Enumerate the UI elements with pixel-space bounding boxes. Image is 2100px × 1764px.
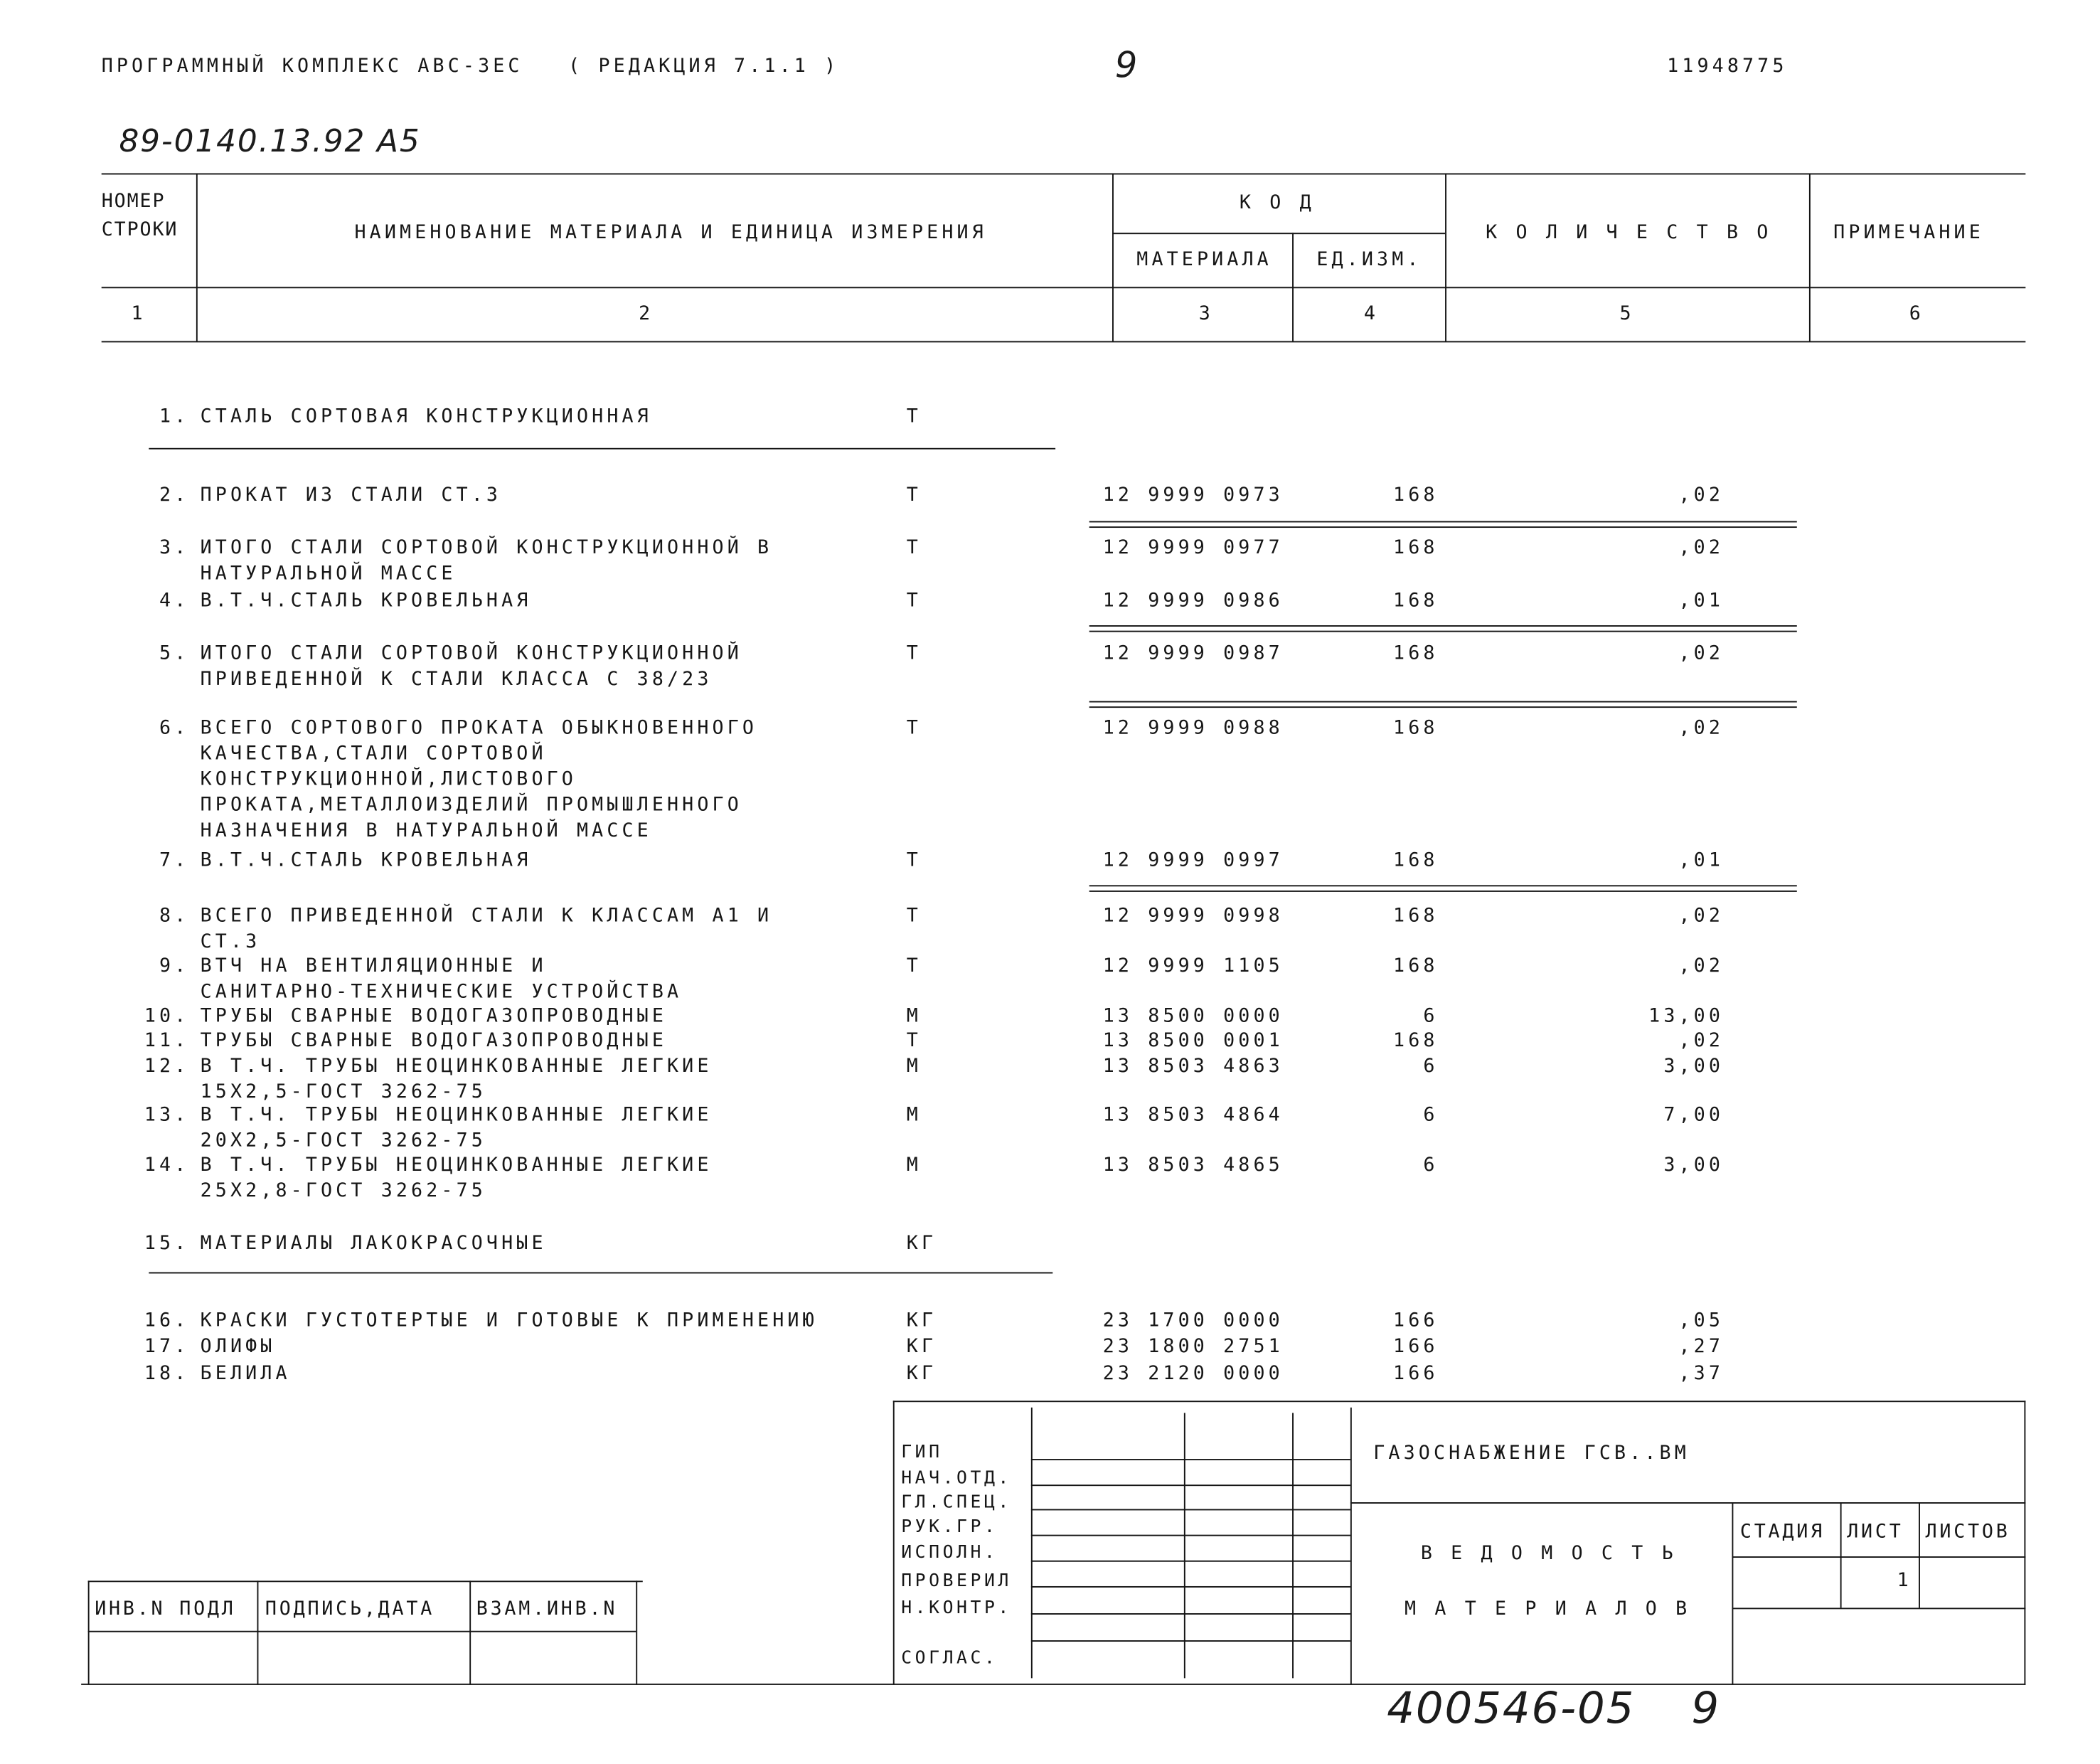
document-title-line-1: В Е Д О М О С Т Ь: [1420, 1543, 1677, 1565]
material-name-line: ТРУБЫ СВАРНЫЕ ВОДОГАЗОПРОВОДНЫЕ: [200, 1029, 668, 1052]
column-numbers-bottom-border: [102, 341, 2026, 342]
sheet-number: 1: [1897, 1570, 1912, 1592]
stage-box-divider: [1840, 1502, 1842, 1608]
signature-grid-line: [1031, 1459, 1350, 1460]
title-block-left-border: [893, 1401, 895, 1685]
material-name-line: КРАСКИ ГУСТОТЕРТЫЕ И ГОТОВЫЕ К ПРИМЕНЕНИЮ: [200, 1309, 818, 1332]
material-name-line: ТРУБЫ СВАРНЫЕ ВОДОГАЗОПРОВОДНЫЕ: [200, 1005, 668, 1028]
stamp-top-border: [88, 1580, 643, 1582]
unit-code: 166: [1393, 1363, 1439, 1385]
role-label-norm-control: Н.КОНТР.: [901, 1598, 1012, 1619]
unit: Т: [906, 590, 922, 612]
document-number: 11948775: [1667, 55, 1788, 78]
quantity: ,02: [1678, 905, 1725, 928]
stage-header: СТАДИЯ: [1739, 1521, 1825, 1544]
quantity: ,02: [1678, 537, 1725, 559]
table-row: [0, 590, 2100, 617]
stamp-inv-original: ИНВ.N ПОДЛ: [95, 1598, 236, 1620]
unit: Т: [906, 717, 922, 739]
total-double-line: [1089, 706, 1797, 708]
quantity: ,27: [1678, 1335, 1725, 1358]
material-name-line: ВТЧ НА ВЕНТИЛЯЦИОННЫЕ И: [200, 955, 547, 977]
material-name-line: В.Т.Ч.СТАЛЬ КРОВЕЛЬНАЯ: [200, 849, 532, 872]
program-edition: ( РЕДАКЦИЯ 7.1.1 ): [568, 55, 840, 78]
header-row-number-2: СТРОКИ: [101, 219, 178, 241]
unit-code: 168: [1393, 484, 1439, 506]
quantity: ,05: [1678, 1309, 1725, 1332]
unit-code: 168: [1393, 590, 1439, 612]
unit: М: [906, 1005, 922, 1028]
material-code: 12 9999 0973: [1102, 484, 1284, 506]
row-number: 1.: [159, 405, 190, 428]
header-unit-code: ЕД.ИЗМ.: [1316, 249, 1422, 271]
unit: Т: [906, 642, 922, 665]
material-name-line: 25Х2,8-ГОСТ 3262-75: [200, 1180, 486, 1202]
unit: Т: [906, 537, 922, 559]
row-number: 3.: [159, 537, 190, 559]
unit: КГ: [906, 1233, 937, 1255]
material-name-line: КОНСТРУКЦИОННОЙ,ЛИСТОВОГО: [200, 768, 577, 791]
role-label-gip: ГИП: [901, 1442, 943, 1463]
role-label-chief-specialist: ГЛ.СПЕЦ.: [901, 1492, 1012, 1514]
unit-code: 168: [1393, 642, 1439, 665]
title-block-right-border: [2024, 1401, 2025, 1685]
unit-code: 168: [1393, 717, 1439, 739]
material-name-line: В Т.Ч. ТРУБЫ НЕОЦИНКОВАННЫЕ ЛЕГКИЕ: [200, 1056, 713, 1078]
row-number: 18.: [144, 1363, 190, 1385]
table-row: [0, 1233, 2100, 1260]
unit-code: 168: [1393, 849, 1439, 872]
row-number: 5.: [159, 642, 190, 665]
row-number: 10.: [144, 1005, 190, 1028]
section-underline: [149, 1272, 1052, 1274]
unit-code: 168: [1393, 537, 1439, 559]
stamp-row-divider: [88, 1631, 636, 1632]
signature-grid-line: [1031, 1561, 1350, 1562]
column-number: 6: [1909, 303, 1924, 325]
row-number: 17.: [144, 1335, 190, 1358]
unit: КГ: [906, 1363, 937, 1385]
material-code: 23 2120 0000: [1102, 1363, 1284, 1385]
program-name: ПРОГРАММНЫЙ КОМПЛЕКС АВС-3ЕС: [101, 55, 523, 78]
material-name-line: МАТЕРИАЛЫ ЛАКОКРАСОЧНЫЕ: [200, 1233, 547, 1255]
material-name-line: БЕЛИЛА: [200, 1363, 291, 1385]
stage-box-divider: [1919, 1502, 1920, 1608]
column-number: 4: [1363, 303, 1380, 325]
quantity: 7,00: [1663, 1104, 1725, 1127]
row-number: 11.: [144, 1029, 190, 1052]
table-row: [0, 1104, 2100, 1152]
header-code: К О Д: [1239, 192, 1315, 214]
material-name-line: ПРИВЕДЕННОЙ К СТАЛИ КЛАССА С 38/23: [200, 668, 713, 691]
signature-grid-divider: [1184, 1413, 1185, 1678]
stamp-divider: [469, 1580, 471, 1685]
sheets-header: ЛИСТОВ: [1925, 1521, 2010, 1544]
handwritten-archive-page: 9: [1691, 1682, 1721, 1734]
signature-grid-line: [1031, 1484, 1350, 1486]
total-double-line: [1089, 891, 1797, 892]
quantity: ,02: [1678, 717, 1725, 739]
header-row-number-1: НОМЕР: [101, 191, 166, 213]
stage-box-line: [1732, 1608, 2025, 1609]
unit-code: 168: [1393, 905, 1439, 928]
table-row: [0, 1310, 2100, 1337]
material-code: 12 9999 0998: [1102, 905, 1284, 928]
material-code: 23 1800 2751: [1102, 1335, 1284, 1358]
stamp-signature-date: ПОДПИСЬ,ДАТА: [265, 1598, 435, 1620]
unit: Т: [906, 484, 922, 506]
role-label-group-lead: РУК.ГР.: [901, 1516, 998, 1538]
code-subheader-divider: [1112, 233, 1445, 234]
total-double-line: [1089, 885, 1797, 886]
material-name-line: КАЧЕСТВА,СТАЛИ СОРТОВОЙ: [200, 743, 547, 765]
material-name-line: СТАЛЬ СОРТОВАЯ КОНСТРУКЦИОННАЯ: [200, 405, 652, 428]
material-name-line: ПРОКАТ ИЗ СТАЛИ СТ.3: [200, 484, 502, 506]
sheet-header: ЛИСТ: [1847, 1521, 1904, 1544]
col-divider-4: [1445, 174, 1446, 341]
handwritten-archive-number: 400546-05: [1387, 1682, 1636, 1734]
material-name-line: НАТУРАЛЬНОЙ МАССЕ: [200, 563, 457, 585]
role-label-dept-head: НАЧ.ОТД.: [901, 1468, 1012, 1489]
material-code: 13 8503 4863: [1102, 1056, 1284, 1078]
table-row: [0, 1154, 2100, 1202]
unit-code: 6: [1423, 1005, 1439, 1028]
material-name-line: НАЗНАЧЕНИЯ В НАТУРАЛЬНОЙ МАССЕ: [200, 820, 652, 842]
stamp-replacement-inv: ВЗАМ.ИНВ.N: [476, 1598, 618, 1620]
handwritten-page-number: 9: [1114, 46, 1139, 87]
stage-box-left-border: [1732, 1502, 1733, 1685]
header-name: НАИМЕНОВАНИЕ МАТЕРИАЛА И ЕДИНИЦА ИЗМЕРЕНИЯ: [354, 222, 987, 244]
unit-code: 168: [1393, 955, 1439, 977]
total-double-line: [1089, 526, 1797, 528]
quantity: ,02: [1678, 484, 1725, 506]
unit: Т: [906, 1029, 922, 1052]
quantity: ,37: [1678, 1363, 1725, 1385]
material-name-line: ИТОГО СТАЛИ СОРТОВОЙ КОНСТРУКЦИОННОЙ В: [200, 537, 773, 559]
row-number: 13.: [144, 1104, 190, 1127]
table-row: [0, 717, 2100, 842]
table-row: [0, 1363, 2100, 1390]
material-code: 12 9999 0997: [1102, 849, 1284, 872]
project-name: ГАЗОСНАБЖЕНИЕ ГСВ..ВМ: [1373, 1442, 1690, 1465]
material-code: 13 8503 4864: [1102, 1104, 1284, 1127]
material-name-line: СТ.3: [200, 931, 261, 953]
signature-grid-line: [1031, 1586, 1350, 1588]
table-row: [0, 850, 2100, 877]
row-number: 6.: [159, 717, 190, 739]
row-number: 4.: [159, 590, 190, 612]
signature-grid-line: [1031, 1535, 1350, 1536]
col-divider-3: [1292, 233, 1294, 341]
material-code: 13 8500 0001: [1102, 1029, 1284, 1052]
material-name-line: 15Х2,5-ГОСТ 3262-75: [200, 1081, 486, 1103]
signature-grid-line: [1031, 1613, 1350, 1615]
role-label-executor: ИСПОЛН.: [901, 1543, 998, 1563]
quantity: ,02: [1678, 1029, 1725, 1052]
material-code: 12 9999 0987: [1102, 642, 1284, 665]
unit: М: [906, 1056, 922, 1078]
table-row: [0, 484, 2100, 511]
unit: КГ: [906, 1335, 937, 1358]
unit-code: 6: [1423, 1154, 1439, 1176]
table-row: [0, 1056, 2100, 1103]
stamp-divider: [636, 1580, 637, 1685]
stage-box-line: [1732, 1556, 2025, 1558]
table-row: [0, 905, 2100, 953]
material-code: 12 9999 1105: [1102, 955, 1284, 977]
unit: КГ: [906, 1309, 937, 1332]
unit-code: 6: [1423, 1056, 1439, 1078]
table-row: [0, 955, 2100, 1003]
signature-grid-divider: [1350, 1408, 1352, 1685]
material-name-line: В Т.Ч. ТРУБЫ НЕОЦИНКОВАННЫЕ ЛЕГКИЕ: [200, 1154, 713, 1176]
total-double-line: [1089, 521, 1797, 523]
unit: Т: [906, 405, 922, 428]
role-label-agreed: СОГЛАС.: [901, 1648, 998, 1669]
signature-grid-line: [1031, 1509, 1350, 1511]
row-number: 2.: [159, 484, 190, 506]
material-code: 13 8503 4865: [1102, 1154, 1284, 1176]
quantity: ,01: [1678, 849, 1725, 872]
col-divider-2: [1112, 174, 1114, 341]
role-label-checked: ПРОВЕРИЛ: [901, 1571, 1012, 1592]
material-name-line: ВСЕГО СОРТОВОГО ПРОКАТА ОБЫКНОВЕННОГО: [200, 717, 758, 739]
table-row: [0, 1336, 2100, 1363]
table-row: [0, 1030, 2100, 1057]
document-title-line-2: М А Т Е Р И А Л О В: [1405, 1598, 1691, 1620]
material-code: 23 1700 0000: [1102, 1309, 1284, 1332]
column-number: 5: [1619, 303, 1635, 325]
section-underline: [149, 448, 1055, 450]
material-name-line: ВСЕГО ПРИВЕДЕННОЙ СТАЛИ К КЛАССАМ А1 И: [200, 905, 773, 928]
unit: Т: [906, 955, 922, 977]
quantity: ,02: [1678, 955, 1725, 977]
quantity: ,01: [1678, 590, 1725, 612]
row-number: 7.: [159, 849, 190, 872]
column-number: 3: [1198, 303, 1214, 325]
unit-code: 6: [1423, 1104, 1439, 1127]
material-code: 12 9999 0986: [1102, 590, 1284, 612]
row-number: 8.: [159, 905, 190, 928]
material-name-line: В Т.Ч. ТРУБЫ НЕОЦИНКОВАННЫЕ ЛЕГКИЕ: [200, 1104, 713, 1127]
quantity: ,02: [1678, 642, 1725, 665]
quantity: 3,00: [1663, 1154, 1725, 1176]
signature-grid-line: [1031, 1640, 1350, 1642]
signature-grid-divider: [1292, 1413, 1294, 1678]
material-name-line: ОЛИФЫ: [200, 1335, 276, 1358]
unit-code: 166: [1393, 1335, 1439, 1358]
title-block-top-border: [893, 1401, 2026, 1402]
signature-grid-divider: [1031, 1408, 1033, 1679]
header-material-code: МАТЕРИАЛА: [1136, 249, 1272, 271]
table-row: [0, 406, 2100, 433]
header-note: ПРИМЕЧАНИЕ: [1833, 222, 1984, 244]
unit-code: 168: [1393, 1029, 1439, 1052]
title-divider: [1350, 1502, 2025, 1504]
material-code: 12 9999 0988: [1102, 717, 1284, 739]
unit: М: [906, 1104, 922, 1127]
row-number: 15.: [144, 1233, 190, 1255]
header-quantity: К О Л И Ч Е С Т В О: [1486, 222, 1772, 244]
column-number: 1: [131, 303, 146, 325]
row-number: 9.: [159, 955, 190, 977]
unit-code: 166: [1393, 1309, 1439, 1332]
row-number: 16.: [144, 1309, 190, 1332]
total-double-line: [1089, 625, 1797, 627]
quantity: 13,00: [1648, 1005, 1725, 1028]
unit: М: [906, 1154, 922, 1176]
material-name-line: ИТОГО СТАЛИ СОРТОВОЙ КОНСТРУКЦИОННОЙ: [200, 642, 742, 665]
row-number: 14.: [144, 1154, 190, 1176]
table-row: [0, 537, 2100, 585]
total-double-line: [1089, 631, 1797, 632]
header-bottom-border: [102, 287, 2026, 288]
quantity: 3,00: [1663, 1056, 1725, 1078]
unit: Т: [906, 905, 922, 928]
material-name-line: ПРОКАТА,МЕТАЛЛОИЗДЕЛИЙ ПРОМЫШЛЕННОГО: [200, 794, 742, 817]
unit: Т: [906, 849, 922, 872]
material-code: 13 8500 0000: [1102, 1005, 1284, 1028]
row-number: 12.: [144, 1056, 190, 1078]
column-number: 2: [639, 303, 654, 325]
material-name-line: 20Х2,5-ГОСТ 3262-75: [200, 1130, 486, 1152]
col-divider-5: [1809, 174, 1811, 341]
stamp-divider: [88, 1580, 90, 1685]
page-bottom-border: [81, 1684, 2025, 1685]
material-name-line: САНИТАРНО-ТЕХНИЧЕСКИЕ УСТРОЙСТВА: [200, 981, 683, 1003]
stamp-divider: [257, 1580, 259, 1685]
material-name-line: В.Т.Ч.СТАЛЬ КРОВЕЛЬНАЯ: [200, 590, 532, 612]
total-double-line: [1089, 701, 1797, 703]
table-top-border: [102, 174, 2026, 175]
table-row: [0, 642, 2100, 691]
col-divider-1: [196, 174, 198, 341]
handwritten-doc-code: 89-0140.13.92 А5: [119, 124, 421, 160]
table-row: [0, 1006, 2100, 1033]
material-code: 12 9999 0977: [1102, 537, 1284, 559]
